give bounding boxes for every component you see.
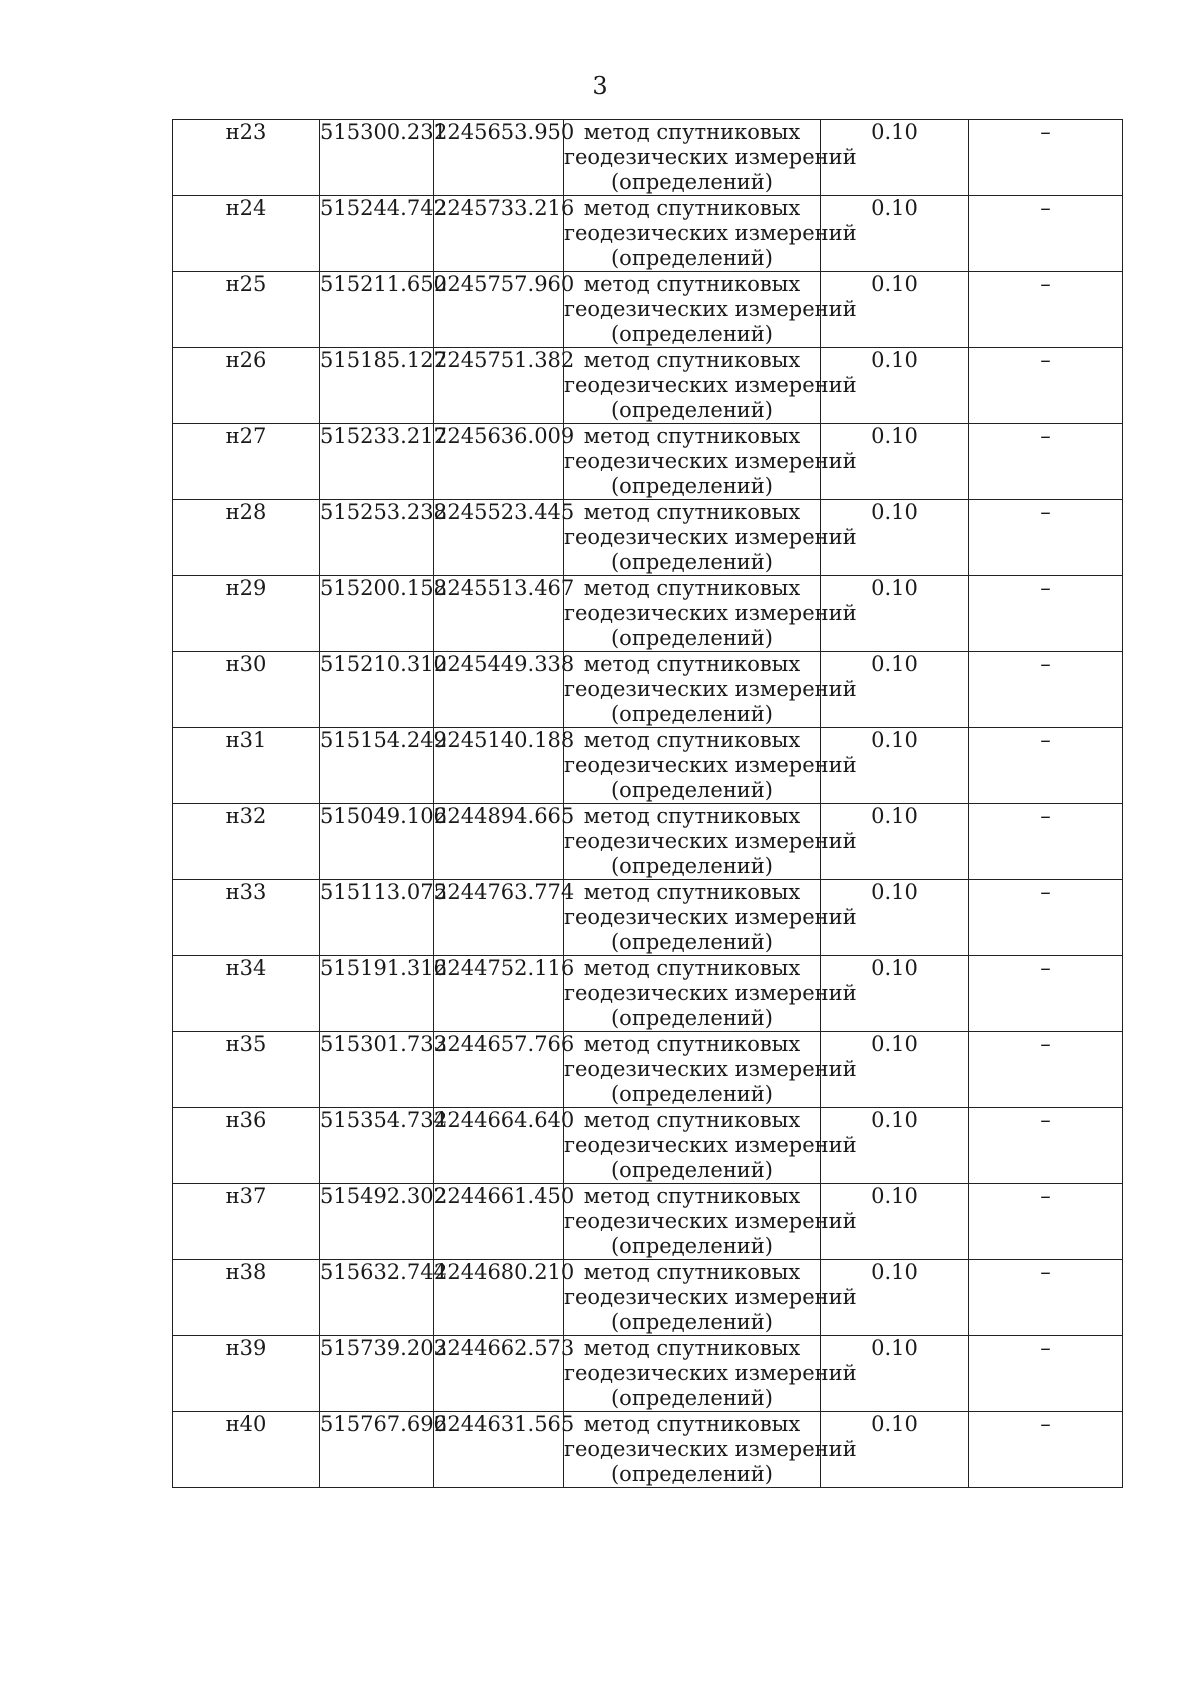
note-cell: –	[969, 804, 1123, 880]
method-line: (определений)	[610, 1158, 773, 1182]
table-row	[173, 804, 1123, 880]
note-cell: –	[969, 576, 1123, 652]
table-row	[173, 1032, 1123, 1108]
note-cell: –	[969, 272, 1123, 348]
precision-cell: 0.10	[821, 424, 969, 500]
point-name-cell: н28	[173, 500, 320, 576]
method-line: метод спутниковых	[583, 652, 801, 676]
table-row	[173, 120, 1123, 196]
point-name-cell: н34	[173, 956, 320, 1032]
method-cell	[564, 1412, 857, 1488]
method-cell	[564, 424, 857, 500]
method-cell	[564, 652, 857, 728]
method-line: геодезических измерений	[564, 601, 857, 625]
table-body	[173, 120, 1123, 1488]
coordinate-y-cell: 2244631.565	[434, 1412, 564, 1488]
method-cell	[564, 1108, 857, 1184]
coordinate-x-cell: 515253.238	[320, 500, 434, 576]
method-cell	[564, 120, 857, 196]
method-cell	[564, 1184, 857, 1260]
method-cell	[564, 576, 857, 652]
coordinate-x-cell: 515767.696	[320, 1412, 434, 1488]
method-cell	[564, 1336, 857, 1412]
coordinate-x-cell: 515354.734	[320, 1108, 434, 1184]
coordinate-y-cell: 2244763.774	[434, 880, 564, 956]
point-name-cell: н33	[173, 880, 320, 956]
table-row	[173, 1260, 1123, 1336]
coordinate-x-cell: 515300.231	[320, 120, 434, 196]
method-line: метод спутниковых	[583, 576, 801, 600]
note-cell: –	[969, 728, 1123, 804]
point-name-cell: н40	[173, 1412, 320, 1488]
point-name-cell: н36	[173, 1108, 320, 1184]
table-row	[173, 272, 1123, 348]
method-line: метод спутниковых	[583, 804, 801, 828]
coordinate-y-cell: 2245449.338	[434, 652, 564, 728]
coordinate-y-cell: 2245523.445	[434, 500, 564, 576]
precision-cell: 0.10	[821, 1260, 969, 1336]
point-name-cell: н31	[173, 728, 320, 804]
method-cell	[564, 196, 857, 272]
note-cell: –	[969, 348, 1123, 424]
method-line: (определений)	[610, 246, 773, 270]
point-name-cell: н38	[173, 1260, 320, 1336]
method-line: геодезических измерений	[564, 677, 857, 701]
precision-cell: 0.10	[821, 120, 969, 196]
precision-cell: 0.10	[821, 348, 969, 424]
point-name-cell: н27	[173, 424, 320, 500]
method-line: (определений)	[610, 322, 773, 346]
method-line: (определений)	[610, 1234, 773, 1258]
coordinate-x-cell: 515049.106	[320, 804, 434, 880]
method-line: геодезических измерений	[564, 1209, 857, 1233]
method-line: (определений)	[610, 930, 773, 954]
method-line: геодезических измерений	[564, 1437, 857, 1461]
method-line: метод спутниковых	[583, 424, 801, 448]
method-line: (определений)	[610, 1006, 773, 1030]
coordinate-x-cell: 515632.744	[320, 1260, 434, 1336]
coordinate-y-cell: 2245653.950	[434, 120, 564, 196]
coordinate-x-cell: 515244.742	[320, 196, 434, 272]
precision-cell: 0.10	[821, 576, 969, 652]
note-cell: –	[969, 500, 1123, 576]
method-line: геодезических измерений	[564, 829, 857, 853]
method-line: метод спутниковых	[583, 272, 801, 296]
method-line: (определений)	[610, 626, 773, 650]
coordinate-y-cell: 2245751.382	[434, 348, 564, 424]
method-line: метод спутниковых	[583, 1336, 801, 1360]
method-line: геодезических измерений	[564, 981, 857, 1005]
point-name-cell: н29	[173, 576, 320, 652]
precision-cell: 0.10	[821, 1184, 969, 1260]
table-row	[173, 500, 1123, 576]
table-row	[173, 1184, 1123, 1260]
coordinate-y-cell: 2244661.450	[434, 1184, 564, 1260]
method-line: геодезических измерений	[564, 449, 857, 473]
method-line: геодезических измерений	[564, 297, 857, 321]
note-cell: –	[969, 652, 1123, 728]
coordinate-y-cell: 2245636.009	[434, 424, 564, 500]
point-name-cell: н30	[173, 652, 320, 728]
method-line: геодезических измерений	[564, 145, 857, 169]
method-line: (определений)	[610, 778, 773, 802]
precision-cell: 0.10	[821, 272, 969, 348]
table-row	[173, 196, 1123, 272]
method-cell	[564, 880, 857, 956]
note-cell: –	[969, 1108, 1123, 1184]
method-line: (определений)	[610, 398, 773, 422]
precision-cell: 0.10	[821, 1412, 969, 1488]
method-line: геодезических измерений	[564, 525, 857, 549]
coordinate-x-cell: 515211.650	[320, 272, 434, 348]
coordinate-x-cell: 515191.316	[320, 956, 434, 1032]
note-cell: –	[969, 956, 1123, 1032]
precision-cell: 0.10	[821, 728, 969, 804]
table-row	[173, 424, 1123, 500]
method-cell	[564, 956, 857, 1032]
method-line: метод спутниковых	[583, 1108, 801, 1132]
precision-cell: 0.10	[821, 500, 969, 576]
method-line: геодезических измерений	[564, 1133, 857, 1157]
precision-cell: 0.10	[821, 1108, 969, 1184]
method-line: (определений)	[610, 1462, 773, 1486]
method-line: геодезических измерений	[564, 905, 857, 929]
method-line: (определений)	[610, 474, 773, 498]
note-cell: –	[969, 880, 1123, 956]
method-line: (определений)	[610, 1310, 773, 1334]
coordinate-y-cell: 2245757.960	[434, 272, 564, 348]
coordinate-y-cell: 2244894.665	[434, 804, 564, 880]
precision-cell: 0.10	[821, 652, 969, 728]
method-line: (определений)	[610, 1386, 773, 1410]
coordinate-x-cell: 515739.203	[320, 1336, 434, 1412]
method-cell	[564, 804, 857, 880]
coordinate-y-cell: 2244752.116	[434, 956, 564, 1032]
coordinate-y-cell: 2245140.188	[434, 728, 564, 804]
note-cell: –	[969, 1412, 1123, 1488]
method-line: метод спутниковых	[583, 1412, 801, 1436]
coordinates-table	[172, 119, 1123, 1488]
table-row	[173, 956, 1123, 1032]
note-cell: –	[969, 120, 1123, 196]
method-line: геодезических измерений	[564, 753, 857, 777]
method-line: метод спутниковых	[583, 1184, 801, 1208]
method-line: метод спутниковых	[583, 956, 801, 980]
note-cell: –	[969, 196, 1123, 272]
coordinate-x-cell: 515301.733	[320, 1032, 434, 1108]
precision-cell: 0.10	[821, 804, 969, 880]
point-name-cell: н39	[173, 1336, 320, 1412]
table-row	[173, 880, 1123, 956]
table-row	[173, 1108, 1123, 1184]
note-cell: –	[969, 1260, 1123, 1336]
method-cell	[564, 1260, 857, 1336]
note-cell: –	[969, 424, 1123, 500]
coordinate-x-cell: 515210.310	[320, 652, 434, 728]
method-line: (определений)	[610, 854, 773, 878]
note-cell: –	[969, 1336, 1123, 1412]
point-name-cell: н35	[173, 1032, 320, 1108]
method-line: геодезических измерений	[564, 221, 857, 245]
method-line: метод спутниковых	[583, 120, 801, 144]
method-line: метод спутниковых	[583, 500, 801, 524]
method-cell	[564, 348, 857, 424]
method-cell	[564, 1032, 857, 1108]
method-line: геодезических измерений	[564, 1285, 857, 1309]
method-cell	[564, 728, 857, 804]
method-line: метод спутниковых	[583, 880, 801, 904]
coordinate-x-cell: 515113.075	[320, 880, 434, 956]
table-row	[173, 728, 1123, 804]
method-line: (определений)	[610, 1082, 773, 1106]
coordinate-y-cell: 2245733.216	[434, 196, 564, 272]
point-name-cell: н37	[173, 1184, 320, 1260]
point-name-cell: н26	[173, 348, 320, 424]
point-name-cell: н23	[173, 120, 320, 196]
method-line: (определений)	[610, 550, 773, 574]
coordinate-x-cell: 515200.158	[320, 576, 434, 652]
coordinate-x-cell: 515185.127	[320, 348, 434, 424]
point-name-cell: н25	[173, 272, 320, 348]
method-line: (определений)	[610, 170, 773, 194]
method-line: метод спутниковых	[583, 196, 801, 220]
method-line: метод спутниковых	[583, 348, 801, 372]
table-row	[173, 1412, 1123, 1488]
table-row	[173, 652, 1123, 728]
method-line: метод спутниковых	[583, 1260, 801, 1284]
coordinate-x-cell: 515154.249	[320, 728, 434, 804]
precision-cell: 0.10	[821, 1032, 969, 1108]
method-cell	[564, 500, 857, 576]
method-line: геодезических измерений	[564, 1361, 857, 1385]
note-cell: –	[969, 1184, 1123, 1260]
point-name-cell: н32	[173, 804, 320, 880]
note-cell: –	[969, 1032, 1123, 1108]
coordinate-y-cell: 2245513.467	[434, 576, 564, 652]
precision-cell: 0.10	[821, 1336, 969, 1412]
precision-cell: 0.10	[821, 880, 969, 956]
coordinate-y-cell: 2244662.573	[434, 1336, 564, 1412]
point-name-cell: н24	[173, 196, 320, 272]
coordinate-x-cell: 515233.217	[320, 424, 434, 500]
coordinate-y-cell: 2244664.640	[434, 1108, 564, 1184]
precision-cell: 0.10	[821, 196, 969, 272]
table-row	[173, 348, 1123, 424]
method-line: (определений)	[610, 702, 773, 726]
page-number: 3	[592, 72, 608, 100]
method-line: геодезических измерений	[564, 373, 857, 397]
method-cell	[564, 272, 857, 348]
method-line: геодезических измерений	[564, 1057, 857, 1081]
coordinate-x-cell: 515492.302	[320, 1184, 434, 1260]
method-line: метод спутниковых	[583, 1032, 801, 1056]
coordinate-y-cell: 2244657.766	[434, 1032, 564, 1108]
precision-cell: 0.10	[821, 956, 969, 1032]
table-row	[173, 1336, 1123, 1412]
coordinate-y-cell: 2244680.210	[434, 1260, 564, 1336]
table-row	[173, 576, 1123, 652]
method-line: метод спутниковых	[583, 728, 801, 752]
